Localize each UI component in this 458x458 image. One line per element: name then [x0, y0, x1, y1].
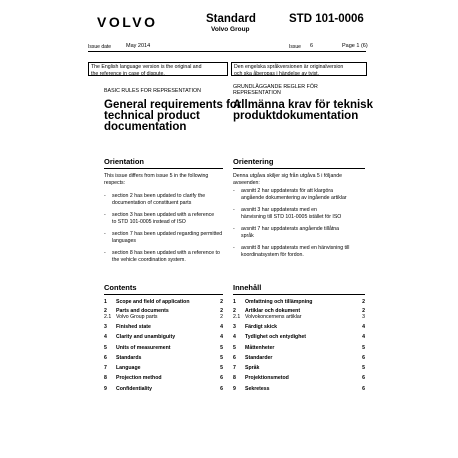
- toc-number: 8: [233, 375, 236, 381]
- toc-page: 5: [220, 365, 223, 371]
- toc-page: 2: [220, 308, 223, 314]
- toc-row: [233, 386, 365, 393]
- toc-row: [104, 299, 223, 306]
- notice-box-sv: Den engelska språkversionen är originalversion och ska åberopas i händelse av tvist.: [231, 62, 367, 76]
- toc-row: [104, 365, 223, 372]
- contents-heading-sv: Innehåll: [233, 283, 262, 292]
- toc-title: Tydlighet och entydighet: [245, 334, 307, 340]
- toc-title: Språk: [245, 365, 260, 371]
- toc-page: 2: [220, 299, 223, 305]
- toc-title: Omfattning och tillämpning: [245, 299, 313, 305]
- toc-number: 9: [104, 386, 107, 392]
- toc-row: [104, 375, 223, 382]
- toc-number: 5: [104, 345, 107, 351]
- notice-box-en: The English language version is the original and the reference in case of dispute.: [88, 62, 228, 76]
- volvo-logo: VOLVO: [97, 14, 158, 30]
- contents-rule-sv: [233, 294, 365, 295]
- toc-page: 2: [362, 308, 365, 314]
- toc-number: 6: [104, 355, 107, 361]
- toc-number: 7: [233, 365, 236, 371]
- standard-number: STD 101-0006: [289, 13, 364, 25]
- toc-title: Standards: [116, 355, 142, 361]
- toc-row: [104, 314, 223, 321]
- header-rule: [88, 51, 366, 52]
- toc-row: [233, 324, 365, 331]
- toc-title: Confidentiality: [116, 386, 153, 392]
- toc-page: 6: [362, 355, 365, 361]
- orientation-intro-en: This issue differs from issue 5 in the following respects:: [104, 173, 209, 186]
- toc-page: 6: [362, 375, 365, 381]
- toc-page: 4: [362, 334, 365, 340]
- toc-page: 4: [220, 334, 223, 340]
- toc-row: [104, 355, 223, 362]
- toc-number: 9: [233, 386, 236, 392]
- toc-number: 5: [233, 345, 236, 351]
- toc-title: Parts and documents: [116, 308, 169, 314]
- toc-title: Måttenheter: [245, 345, 275, 351]
- issue-label: Issue: [289, 44, 301, 50]
- toc-page: 5: [362, 365, 365, 371]
- toc-title: Clarity and unambiguity: [116, 334, 176, 340]
- toc-number: 7: [104, 365, 107, 371]
- toc-row: [104, 324, 223, 331]
- toc-title: Volvokoncernens artiklar: [245, 314, 302, 320]
- toc-title: Artiklar och dokument: [245, 308, 301, 314]
- toc-row: [104, 386, 223, 393]
- toc-number: 3: [233, 324, 236, 330]
- orientation-heading-sv: Orientering: [233, 157, 274, 166]
- toc-number: 2: [104, 308, 107, 314]
- toc-number: 2: [233, 308, 236, 314]
- toc-title: Färdigt skick: [245, 324, 278, 330]
- toc-title: Finished state: [116, 324, 151, 330]
- toc-number: 2.1: [233, 314, 241, 320]
- document-title-sv: Allmänna krav för teknisk produktdokumentation: [233, 99, 373, 122]
- toc-row: [233, 314, 365, 321]
- standard-title: Standard: [206, 13, 256, 25]
- toc-page: 4: [362, 324, 365, 330]
- orientation-intro-sv: Denna utgåva skiljer sig från utgåva 5 i följande avseenden:: [233, 173, 343, 186]
- toc-number: 1: [104, 299, 107, 305]
- toc-number: 6: [233, 355, 236, 361]
- toc-number: 4: [233, 334, 236, 340]
- orientation-rule-en: [104, 168, 223, 169]
- toc-page: 2: [220, 314, 223, 320]
- toc-number: 4: [104, 334, 107, 340]
- toc-title: Language: [116, 365, 141, 371]
- toc-title: Standarder: [245, 355, 273, 361]
- toc-page: 6: [362, 386, 365, 392]
- toc-row: [233, 355, 365, 362]
- toc-row: [104, 345, 223, 352]
- toc-row: [233, 365, 365, 372]
- toc-page: 3: [362, 314, 365, 320]
- toc-row: [233, 299, 365, 306]
- toc-page: 5: [362, 345, 365, 351]
- issue-number: 6: [310, 43, 314, 49]
- toc-page: 6: [220, 375, 223, 381]
- issue-date: May 2014: [126, 43, 151, 49]
- toc-row: [233, 345, 365, 352]
- toc-number: 3: [104, 324, 107, 330]
- toc-page: 6: [220, 386, 223, 392]
- orientation-rule-sv: [233, 168, 365, 169]
- page-number: Page 1 (6): [342, 43, 368, 49]
- toc-page: 5: [220, 345, 223, 351]
- toc-page: 5: [220, 355, 223, 361]
- contents-heading-en: Contents: [104, 283, 137, 292]
- toc-title: Projektionsmetod: [245, 375, 289, 381]
- toc-page: 2: [362, 299, 365, 305]
- toc-number: 8: [104, 375, 107, 381]
- issue-date-label: Issue date: [88, 44, 112, 50]
- toc-row: [104, 334, 223, 341]
- toc-title: Projection method: [116, 375, 162, 381]
- category-en: BASIC RULES FOR REPRESENTATION: [104, 88, 201, 94]
- toc-number: 1: [233, 299, 236, 305]
- toc-title: Scope and field of application: [116, 299, 190, 305]
- document-title-en: General requirements for technical product documentation: [104, 99, 242, 133]
- toc-title: Sekretess: [245, 386, 270, 392]
- toc-title: Volvo Group parts: [116, 314, 158, 320]
- toc-row: [233, 334, 365, 341]
- category-sv: GRUNDLÄGGANDE REGLER FÖR REPRESENTATION: [233, 84, 318, 97]
- toc-page: 4: [220, 324, 223, 330]
- toc-row: [233, 375, 365, 382]
- toc-title: Units of measurement: [116, 345, 171, 351]
- standard-subtitle: Volvo Group: [211, 26, 250, 33]
- orientation-heading-en: Orientation: [104, 157, 145, 166]
- contents-rule-en: [104, 294, 223, 295]
- toc-number: 2.1: [104, 314, 112, 320]
